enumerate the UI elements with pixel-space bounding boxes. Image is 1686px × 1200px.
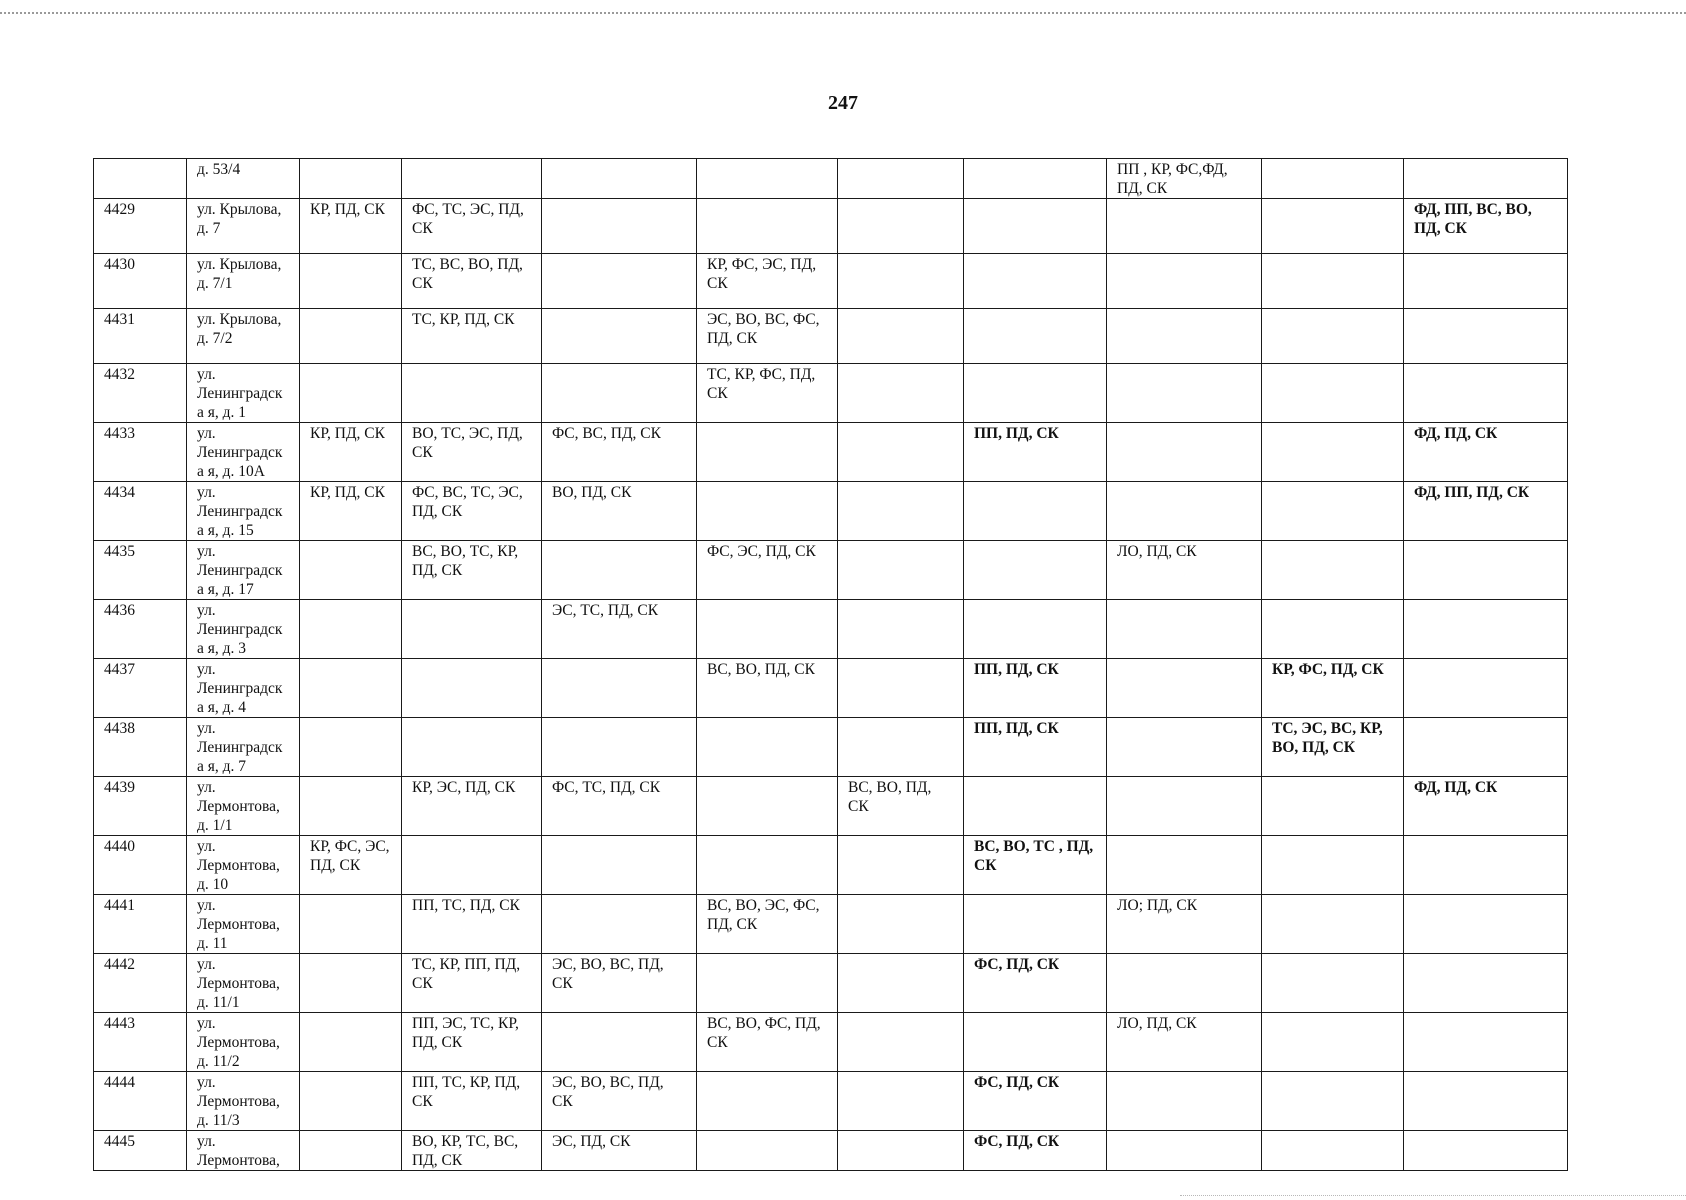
table-row	[94, 1072, 1568, 1131]
cell-c6: ПП, ПД, СК	[964, 423, 1107, 482]
cell-c7	[1107, 309, 1262, 364]
cell-c6: ФС, ПД, СК	[964, 1072, 1107, 1131]
cell-c1	[300, 364, 402, 423]
table-row	[94, 482, 1568, 541]
cell-c7	[1107, 423, 1262, 482]
cell-c9	[1404, 954, 1568, 1013]
cell-address: ул. Лермонтова, д. 1/1	[187, 777, 300, 836]
cell-c9	[1404, 309, 1568, 364]
cell-c3	[542, 718, 697, 777]
cell-c2: ВС, ВО, ТС, КР, ПД, СК	[402, 541, 542, 600]
cell-c8	[1262, 364, 1404, 423]
cell-number: 4438	[94, 718, 187, 777]
cell-c4: ВС, ВО, ЭС, ФС, ПД, СК	[697, 895, 838, 954]
cell-c4	[697, 718, 838, 777]
cell-c8	[1262, 600, 1404, 659]
cell-c3	[542, 254, 697, 309]
cell-c6: ФС, ПД, СК	[964, 954, 1107, 1013]
cell-c1	[300, 718, 402, 777]
cell-c1	[300, 159, 402, 199]
cell-c5	[838, 836, 964, 895]
cell-c2: ТС, КР, ПД, СК	[402, 309, 542, 364]
cell-c2: ФС, ТС, ЭС, ПД, СК	[402, 199, 542, 254]
cell-c3: ФС, ТС, ПД, СК	[542, 777, 697, 836]
cell-c7: ЛО, ПД, СК	[1107, 1013, 1262, 1072]
cell-c5	[838, 954, 964, 1013]
cell-c3	[542, 659, 697, 718]
table-row	[94, 423, 1568, 482]
scan-edge-top	[0, 12, 1686, 14]
cell-c5	[838, 199, 964, 254]
cell-number: 4442	[94, 954, 187, 1013]
cell-number: 4441	[94, 895, 187, 954]
cell-c2: ПП, ЭС, ТС, КР, ПД, СК	[402, 1013, 542, 1072]
table-row	[94, 659, 1568, 718]
cell-c4: ТС, КР, ФС, ПД, СК	[697, 364, 838, 423]
cell-c2: КР, ЭС, ПД, СК	[402, 777, 542, 836]
cell-c3	[542, 159, 697, 199]
cell-c4	[697, 423, 838, 482]
cell-c7	[1107, 836, 1262, 895]
table-row	[94, 1013, 1568, 1072]
cell-c1	[300, 309, 402, 364]
cell-c4	[697, 1131, 838, 1171]
cell-c1	[300, 777, 402, 836]
table-row	[94, 159, 1568, 199]
table-row	[94, 954, 1568, 1013]
cell-c4: ВС, ВО, ФС, ПД, СК	[697, 1013, 838, 1072]
cell-address: ул. Лермонтова, д. 11/1	[187, 954, 300, 1013]
table-row	[94, 309, 1568, 364]
cell-c9	[1404, 541, 1568, 600]
cell-c3	[542, 364, 697, 423]
cell-c8: ТС, ЭС, ВС, КР, ВО, ПД, СК	[1262, 718, 1404, 777]
cell-address: ул. Ленинградска я, д. 3	[187, 600, 300, 659]
cell-c5	[838, 718, 964, 777]
building-works-table	[93, 158, 1568, 1171]
cell-c9	[1404, 254, 1568, 309]
table-body	[94, 159, 1568, 1171]
cell-address: ул. Ленинградска я, д. 4	[187, 659, 300, 718]
cell-c9	[1404, 364, 1568, 423]
cell-address: ул. Крылова, д. 7/2	[187, 309, 300, 364]
cell-c1: КР, ФС, ЭС, ПД, СК	[300, 836, 402, 895]
cell-address: ул. Ленинградска я, д. 7	[187, 718, 300, 777]
cell-c8	[1262, 309, 1404, 364]
cell-number	[94, 159, 187, 199]
cell-c3: ЭС, ПД, СК	[542, 1131, 697, 1171]
cell-c8	[1262, 482, 1404, 541]
cell-c5	[838, 659, 964, 718]
cell-c3: ЭС, ТС, ПД, СК	[542, 600, 697, 659]
cell-c1	[300, 1072, 402, 1131]
cell-c4	[697, 954, 838, 1013]
cell-c1	[300, 659, 402, 718]
table-row	[94, 199, 1568, 254]
cell-c1	[300, 254, 402, 309]
cell-c3: ВО, ПД, СК	[542, 482, 697, 541]
cell-c8	[1262, 1072, 1404, 1131]
cell-c6: ПП, ПД, СК	[964, 718, 1107, 777]
cell-c8	[1262, 541, 1404, 600]
scan-edge-bottom	[1180, 1195, 1686, 1196]
cell-c8	[1262, 1131, 1404, 1171]
cell-c5	[838, 423, 964, 482]
cell-c9	[1404, 159, 1568, 199]
cell-c5: ВС, ВО, ПД, СК	[838, 777, 964, 836]
cell-c7	[1107, 364, 1262, 423]
cell-c7	[1107, 1131, 1262, 1171]
cell-c6: ПП, ПД, СК	[964, 659, 1107, 718]
cell-c8	[1262, 777, 1404, 836]
cell-c9	[1404, 836, 1568, 895]
cell-c2: ПП, ТС, ПД, СК	[402, 895, 542, 954]
cell-c9	[1404, 895, 1568, 954]
cell-c5	[838, 309, 964, 364]
cell-c4	[697, 482, 838, 541]
table-row	[94, 600, 1568, 659]
cell-c6: ФС, ПД, СК	[964, 1131, 1107, 1171]
cell-number: 4445	[94, 1131, 187, 1171]
cell-c9	[1404, 1131, 1568, 1171]
cell-c4	[697, 777, 838, 836]
cell-c7	[1107, 1072, 1262, 1131]
table-row	[94, 364, 1568, 423]
cell-c7	[1107, 659, 1262, 718]
cell-c1: КР, ПД, СК	[300, 199, 402, 254]
cell-c1	[300, 541, 402, 600]
cell-c3: ФС, ВС, ПД, СК	[542, 423, 697, 482]
cell-number: 4430	[94, 254, 187, 309]
cell-c4: ВС, ВО, ПД, СК	[697, 659, 838, 718]
cell-address: д. 53/4	[187, 159, 300, 199]
cell-c4	[697, 199, 838, 254]
cell-address: ул. Ленинградска я, д. 17	[187, 541, 300, 600]
cell-c9	[1404, 1072, 1568, 1131]
cell-c5	[838, 1013, 964, 1072]
cell-c2: ПП, ТС, КР, ПД, СК	[402, 1072, 542, 1131]
cell-c7	[1107, 718, 1262, 777]
cell-c6	[964, 199, 1107, 254]
table-row	[94, 777, 1568, 836]
page-number: 247	[828, 92, 858, 114]
cell-address: ул. Лермонтова, д. 10	[187, 836, 300, 895]
cell-c2	[402, 364, 542, 423]
cell-c2: ТС, ВС, ВО, ПД, СК	[402, 254, 542, 309]
cell-c8	[1262, 423, 1404, 482]
cell-number: 4444	[94, 1072, 187, 1131]
cell-c2: ВО, ТС, ЭС, ПД, СК	[402, 423, 542, 482]
table-row	[94, 254, 1568, 309]
cell-c3	[542, 199, 697, 254]
cell-c6	[964, 895, 1107, 954]
cell-c6	[964, 159, 1107, 199]
table-row	[94, 718, 1568, 777]
cell-c1: КР, ПД, СК	[300, 423, 402, 482]
cell-c5	[838, 254, 964, 309]
cell-c7	[1107, 482, 1262, 541]
cell-number: 4443	[94, 1013, 187, 1072]
cell-c4	[697, 836, 838, 895]
cell-c2	[402, 600, 542, 659]
cell-c6	[964, 777, 1107, 836]
cell-address: ул. Ленинградска я, д. 15	[187, 482, 300, 541]
cell-c1	[300, 600, 402, 659]
cell-number: 4440	[94, 836, 187, 895]
cell-c6	[964, 1013, 1107, 1072]
cell-number: 4437	[94, 659, 187, 718]
cell-address: ул. Ленинградска я, д. 1	[187, 364, 300, 423]
table-row	[94, 1131, 1568, 1171]
cell-c6	[964, 309, 1107, 364]
cell-c8	[1262, 254, 1404, 309]
cell-c4: КР, ФС, ЭС, ПД, СК	[697, 254, 838, 309]
cell-address: ул. Ленинградска я, д. 10А	[187, 423, 300, 482]
cell-c9: ФД, ПД, СК	[1404, 423, 1568, 482]
cell-c6: ВС, ВО, ТС , ПД, СК	[964, 836, 1107, 895]
cell-c9	[1404, 718, 1568, 777]
cell-c2	[402, 836, 542, 895]
cell-c7	[1107, 199, 1262, 254]
cell-c6	[964, 600, 1107, 659]
table-row	[94, 895, 1568, 954]
cell-c5	[838, 1072, 964, 1131]
cell-c2: ТС, КР, ПП, ПД, СК	[402, 954, 542, 1013]
cell-c1	[300, 895, 402, 954]
cell-c3: ЭС, ВО, ВС, ПД, СК	[542, 1072, 697, 1131]
cell-c8	[1262, 1013, 1404, 1072]
cell-number: 4435	[94, 541, 187, 600]
cell-c3	[542, 541, 697, 600]
cell-address: ул. Крылова, д. 7	[187, 199, 300, 254]
cell-c3	[542, 895, 697, 954]
cell-c5	[838, 895, 964, 954]
cell-c9: ФД, ПП, ВС, ВО, ПД, СК	[1404, 199, 1568, 254]
cell-c4: ЭС, ВО, ВС, ФС, ПД, СК	[697, 309, 838, 364]
cell-c8	[1262, 159, 1404, 199]
cell-c6	[964, 254, 1107, 309]
cell-number: 4434	[94, 482, 187, 541]
cell-number: 4432	[94, 364, 187, 423]
cell-c2: ФС, ВС, ТС, ЭС, ПД, СК	[402, 482, 542, 541]
cell-c2	[402, 718, 542, 777]
cell-c3	[542, 836, 697, 895]
cell-c9	[1404, 659, 1568, 718]
cell-address: ул. Лермонтова, д. 11/3	[187, 1072, 300, 1131]
cell-number: 4436	[94, 600, 187, 659]
cell-c9: ФД, ПД, СК	[1404, 777, 1568, 836]
cell-number: 4439	[94, 777, 187, 836]
cell-address: ул. Лермонтова,	[187, 1131, 300, 1171]
cell-c6	[964, 541, 1107, 600]
cell-c8	[1262, 954, 1404, 1013]
table-row	[94, 541, 1568, 600]
cell-c8	[1262, 895, 1404, 954]
cell-c5	[838, 159, 964, 199]
cell-c1	[300, 1013, 402, 1072]
cell-c8	[1262, 836, 1404, 895]
cell-c5	[838, 600, 964, 659]
cell-c9	[1404, 600, 1568, 659]
cell-c2: ВО, КР, ТС, ВС, ПД, СК	[402, 1131, 542, 1171]
cell-c4	[697, 600, 838, 659]
cell-c4	[697, 1072, 838, 1131]
cell-c7: ЛО, ПД, СК	[1107, 541, 1262, 600]
cell-number: 4431	[94, 309, 187, 364]
table-row	[94, 836, 1568, 895]
cell-c7	[1107, 954, 1262, 1013]
cell-c3	[542, 309, 697, 364]
cell-address: ул. Лермонтова, д. 11	[187, 895, 300, 954]
cell-c4: ФС, ЭС, ПД, СК	[697, 541, 838, 600]
cell-c5	[838, 1131, 964, 1171]
cell-c4	[697, 159, 838, 199]
cell-c5	[838, 541, 964, 600]
cell-address: ул. Крылова, д. 7/1	[187, 254, 300, 309]
cell-c1	[300, 1131, 402, 1171]
cell-c8	[1262, 199, 1404, 254]
cell-c9	[1404, 1013, 1568, 1072]
cell-c7: ЛО; ПД, СК	[1107, 895, 1262, 954]
cell-c9: ФД, ПП, ПД, СК	[1404, 482, 1568, 541]
cell-c3	[542, 1013, 697, 1072]
cell-c7	[1107, 254, 1262, 309]
cell-c7	[1107, 600, 1262, 659]
cell-c1	[300, 954, 402, 1013]
cell-c6	[964, 364, 1107, 423]
cell-c7	[1107, 777, 1262, 836]
cell-c8: КР, ФС, ПД, СК	[1262, 659, 1404, 718]
cell-c2	[402, 159, 542, 199]
cell-address: ул. Лермонтова, д. 11/2	[187, 1013, 300, 1072]
cell-c3: ЭС, ВО, ВС, ПД, СК	[542, 954, 697, 1013]
cell-c2	[402, 659, 542, 718]
cell-number: 4429	[94, 199, 187, 254]
cell-c5	[838, 482, 964, 541]
cell-c7: ПП , КР, ФС,ФД, ПД, СК	[1107, 159, 1262, 199]
cell-c1: КР, ПД, СК	[300, 482, 402, 541]
cell-c5	[838, 364, 964, 423]
cell-c6	[964, 482, 1107, 541]
cell-number: 4433	[94, 423, 187, 482]
